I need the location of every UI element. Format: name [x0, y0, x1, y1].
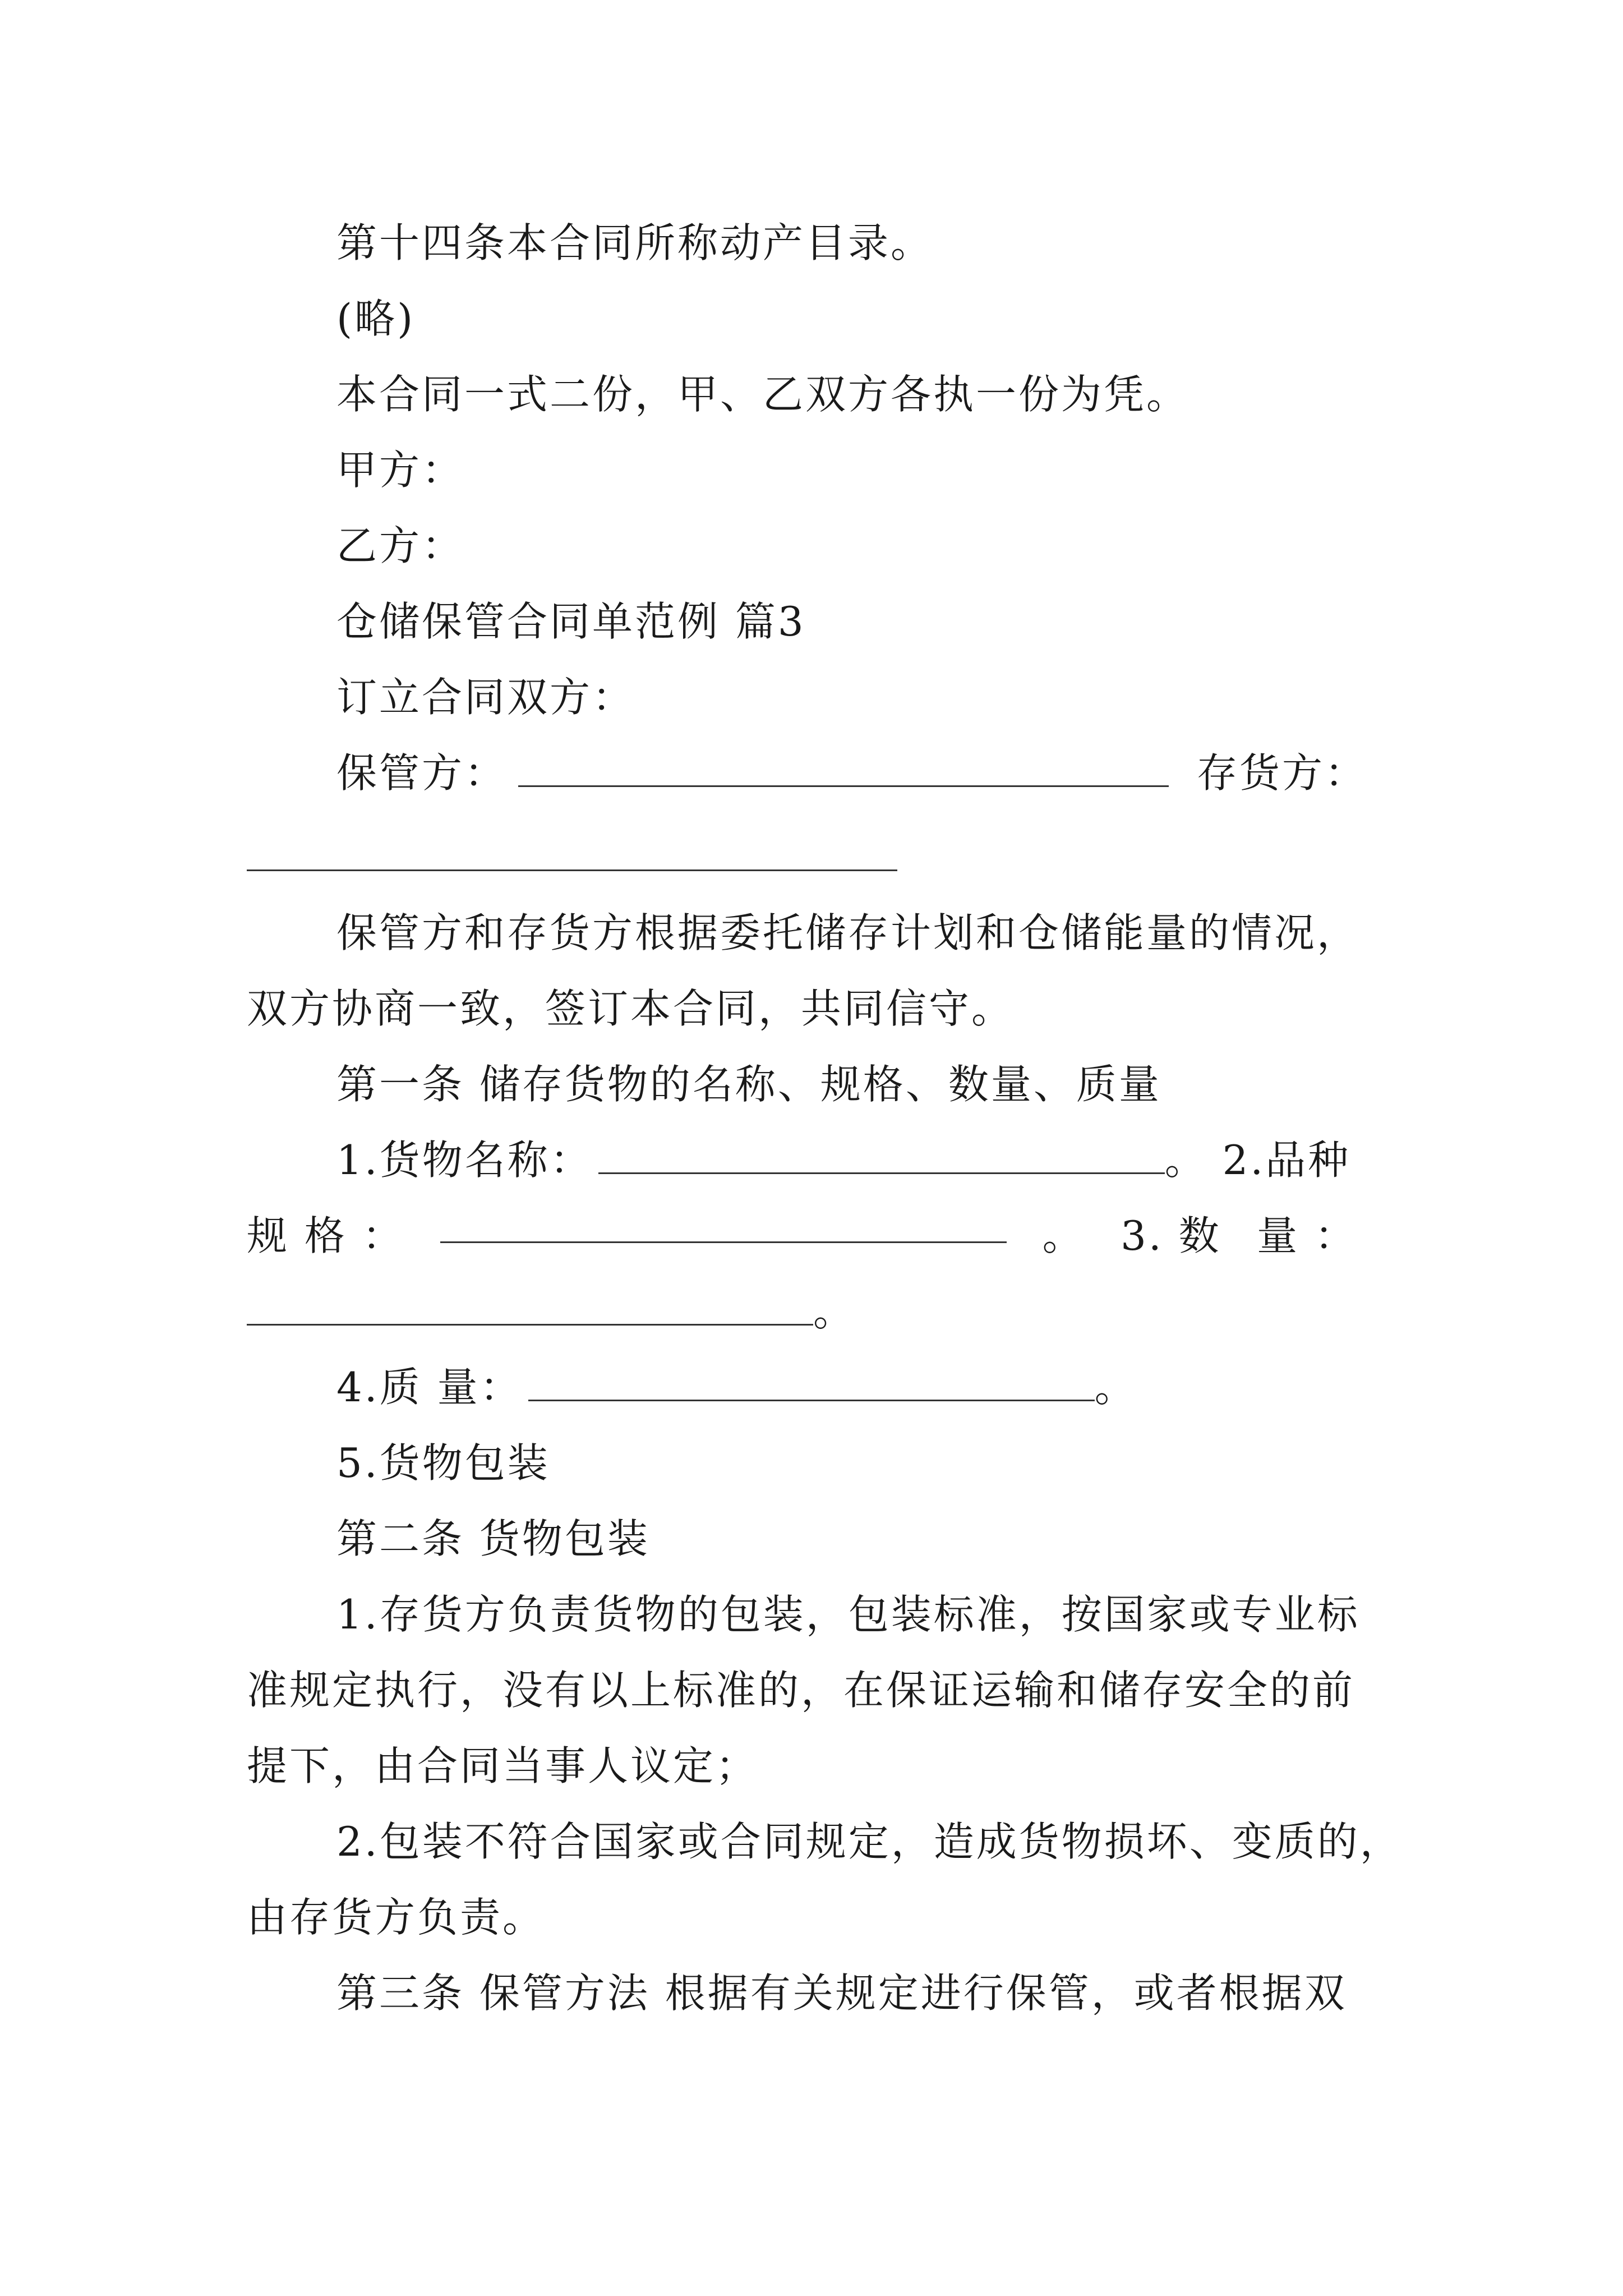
article-2-heading: 第二条 货物包装 [336, 1515, 650, 1562]
quantity-label-suffix: 量 ： [1257, 1212, 1357, 1259]
spec-quantity-line [247, 1209, 1357, 1263]
preamble-line-1: 保管方和存货方根据委托储存计划和仓储能量的情况， [336, 909, 1360, 956]
packaging-clause-1-line-2: 准规定执行，没有以上标准的，在保证运输和储存安全的前 [247, 1667, 1355, 1714]
goods-name-label: 1.货物名称： [336, 1137, 593, 1184]
quantity-blank [247, 1291, 813, 1326]
quality-line [336, 1360, 1137, 1414]
spec-label: 规 格 ： [247, 1212, 405, 1259]
goods-name-line [336, 1133, 1350, 1187]
goods-name-blank [598, 1140, 1165, 1174]
custodian-depositor-line [336, 746, 1380, 800]
depositor-blank [247, 869, 897, 871]
article-14-heading: 第十四条本合同所称动产目录。 [336, 219, 934, 266]
omitted-note: (略) [336, 295, 416, 342]
variety-label: 。 2.品种 [1164, 1137, 1351, 1184]
copies-clause: 本合同一式二份，甲、乙双方各执一份为凭。 [336, 371, 1189, 418]
party-a-label: 甲方： [336, 447, 465, 494]
preamble-line-2: 双方协商一致，签订本合同，共同信守。 [247, 985, 1015, 1032]
custodian-label: 保管方： [336, 749, 508, 797]
packaging-clause-1-line-3: 提下，由合同当事人议定； [247, 1742, 759, 1789]
depositor-label: 存货方： [1197, 749, 1368, 797]
article-3-heading: 第三条 保管方法 根据有关规定进行保管，或者根据双 [336, 1970, 1347, 2017]
quantity-period: 。 [813, 1288, 856, 1335]
quantity-label-number: 3. 数 [1121, 1212, 1221, 1259]
spec-blank [440, 1209, 1007, 1243]
custodian-blank [518, 753, 1169, 787]
packaging-clause-2-line-1: 2.包装不符合国家或合同规定，造成货物损坏、变质的， [336, 1818, 1403, 1865]
packaging-clause-1-line-1: 1.存货方负责货物的包装，包装标准，按国家或专业标 [336, 1591, 1360, 1638]
section-title: 仓储保管合同单范例 篇3 [336, 598, 806, 645]
quantity-value-line [247, 1285, 856, 1338]
quality-period: 。 [1094, 1364, 1137, 1411]
packaging-clause-2-line-2: 由存货方负责。 [247, 1894, 546, 1941]
party-b-label: 乙方： [336, 522, 465, 569]
contract-parties-label: 订立合同双方： [336, 674, 635, 721]
quality-label: 4.质 量： [336, 1364, 523, 1411]
spec-period: 。 [1042, 1212, 1085, 1259]
goods-packaging-item: 5.货物包装 [336, 1439, 550, 1487]
quality-blank [528, 1367, 1095, 1401]
article-1-heading: 第一条 储存货物的名称、规格、数量、质量 [336, 1061, 1161, 1108]
